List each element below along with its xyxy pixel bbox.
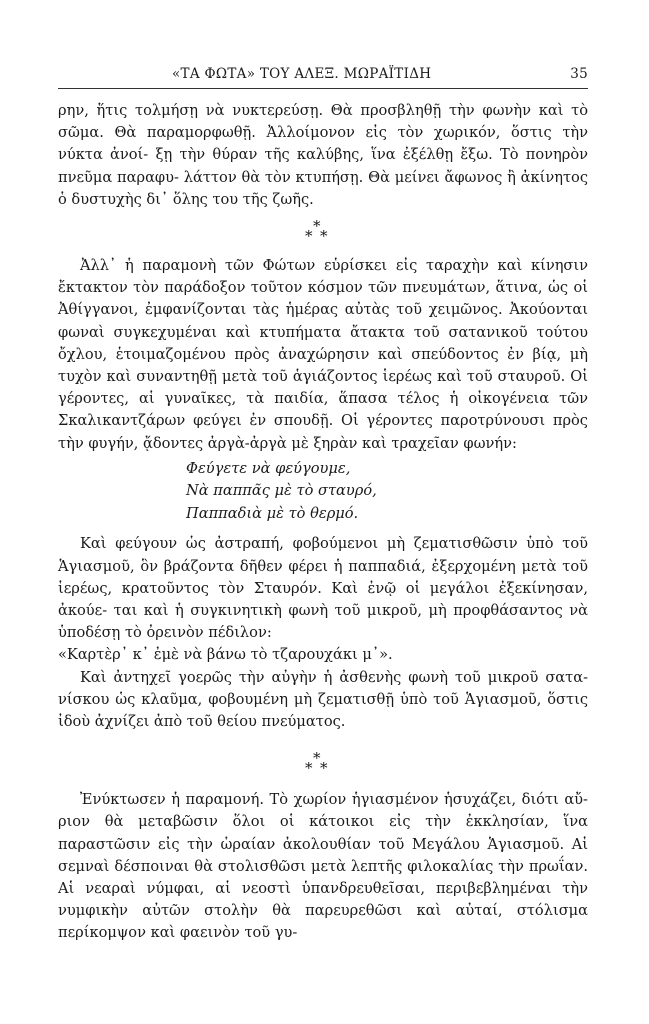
running-header: [58, 66, 588, 86]
paragraph-5: Ἐνύκτωσεν ἡ παραμονή. Τὸ χωρίον ἡγιασμένον ἡσυχάζει, διότι αὔ- ριον θὰ μεταβῶσιν ὅλοι οἱ κάτοικοι εἰς τὴν ἐκκλησίαν, ἵνα παραστῶσιν εἰς τὴν ὡραίαν ἀκολουθίαν τοῦ Μεγάλου Ἁγιασμοῦ. Αἱ σεμναὶ δέσποιναι θὰ στολισθῶσι μετὰ λεπτῆς φιλοκαλίας τὴν πρωΐαν. Αἱ νεαραὶ νύμφαι, αἱ νεοστὶ ὑπανδρευθεῖσαι, περιβεβλημέναι τὴν νυμφικὴν αὐτῶν στολὴν θὰ παρευρεθῶσι καὶ αὐταί, στόλισμα περίκομψον καὶ φαεινὸν τοῦ γυ-: [58, 791, 589, 942]
section-divider: * * *: [305, 217, 328, 246]
header-rule: [58, 88, 588, 89]
section-divider: * * *: [305, 749, 328, 778]
paragraph-4: Καὶ ἀντηχεῖ γοερῶς τὴν αὐγὴν ἡ ἀσθενὴς φωνὴ τοῦ μικροῦ σατα- νίσκου ὡς κλαῦμα, φοβουμένη μὴ ζεματισθῇ ὑπὸ τοῦ Ἁγιασμοῦ, ὅστις ἰδοὺ ἀχνίζει ἀπὸ τοῦ θείου πνεύματος.: [58, 668, 588, 730]
verse-block: [186, 458, 588, 526]
paragraph-1: ρην, ἥτις τολμήσῃ νὰ νυκτερεύσῃ. Θὰ προσβληθῇ τὴν φωνὴν καὶ τὸ σῶμα. Θὰ παραμορφωθῇ. Ἀλλοίμονον εἰς τὸν χωρικόν, ὅστις τὴν νύκτα ἀνοί- ξῃ τὴν θύραν τῆς καλύβης, ἵνα ἐξέλθῃ ἔξω. Τὸ πονηρὸν πνεῦμα παραφυ- λάττον θὰ τὸν κτυπήσῃ. Θὰ μείνει ἄφωνος ἢ ἀκίνητος ὁ δυστυχὴς δι᾿ ὅλης του τῆς ζωῆς.: [58, 102, 589, 208]
page-number: 35: [570, 66, 588, 82]
verse-line: Νὰ παππᾶς μὲ τὸ σταυρό,: [186, 482, 377, 500]
running-title: «ΤΑ ΦΩΤΑ» ΤΟΥ ΑΛΕΞ. ΜΩΡΑΪΤΙΔΗ: [172, 66, 432, 82]
page-body: [58, 100, 588, 945]
paragraph-2: Ἀλλ᾿ ἡ παραμονὴ τῶν Φώτων εὑρίσκει εἰς ταραχὴν καὶ κίνησιν ἔκτακτον τὸν παράδοξον τοῦτον κόσμον τῶν πνευμάτων, ἅτινα, ὡς οἱ Ἀθίγγανοι, ἐμφανίζονται τὰς ἡμέρας αὐτὰς τοῦ χειμῶνος. Ἀκούονται φωναὶ συγκεχυμέναι καὶ κτυπήματα ἄτακτα τοῦ σατανικοῦ τούτου ὄχλου, ἑτοιμαζομένου πρὸς ἀναχώρησιν καὶ σπεύδοντος ἐν βίᾳ, μὴ τυχὸν καὶ συναντηθῇ μετὰ τοῦ ἁγιάζοντος ἱερέως καὶ τοῦ σταυροῦ. Οἱ γέροντες, αἱ γυναῖκες, τὰ παιδία, ἅπασα τέλος ἡ οἰκογένεια τῶν Σκαλικαντζάρων φεύγει ἐν σπουδῇ. Οἱ γέροντες παροτρύνουσι πρὸς τὴν φυγήν, ᾄδοντες ἀργὰ-ἀργὰ μὲ ξηρὰν καὶ τραχεῖαν φωνήν:: [58, 257, 589, 452]
quoted-line: «Καρτὲρ᾿ κ᾿ ἐμὲ νὰ βάνω τὸ τζαρουχάκι μ᾿».: [58, 646, 393, 664]
paragraph-3: Καὶ φεύγουν ὡς ἀστραπή, φοβούμενοι μὴ ζεματισθῶσιν ὑπὸ τοῦ Ἁγιασμοῦ, ὃν βράζοντα δῆθεν φέρει ἡ παππαδιά, ἐξερχομένη μετὰ τοῦ ἱερέως, κρατοῦντος τὸν Σταυρόν. Καὶ ἐνῷ οἱ μεγάλοι ἐξεκίνησαν, ἀκούε- ται καὶ ἡ συγκινητικὴ φωνὴ τοῦ μικροῦ, μὴ προφθάσαντος νὰ ὑποδέσῃ τὸ ὀρεινὸν πέδιλον:: [58, 535, 588, 642]
verse-line: Παππαδιὰ μὲ τὸ θερμό.: [186, 504, 359, 522]
verse-line: Φεύγετε νὰ φεύγουμε,: [186, 459, 351, 477]
